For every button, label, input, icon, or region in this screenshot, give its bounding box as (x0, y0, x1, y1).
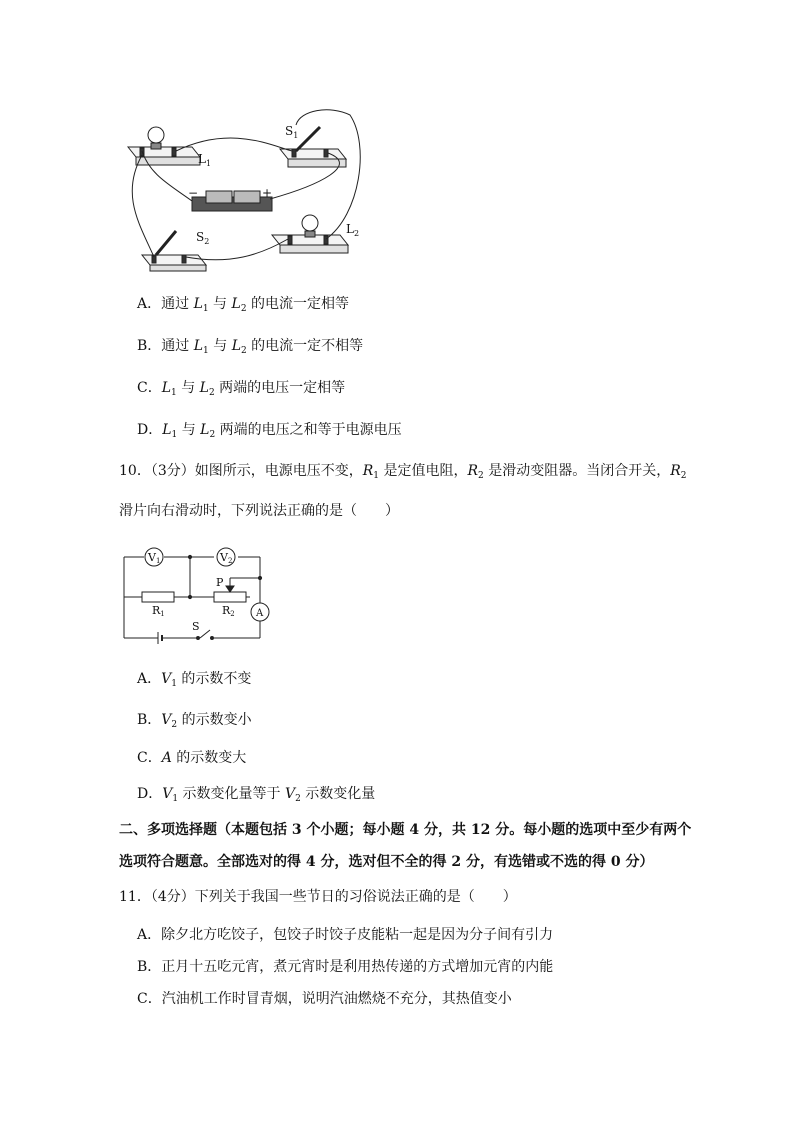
minus-label: − (188, 186, 199, 200)
section2-heading-line1: 二、多项选择题（本题包括 3 个小题；每小题 4 分，共 12 分。每小题的选项中至少有两个 (119, 822, 692, 838)
option-text: 与 (208, 296, 232, 312)
stem-text: 是定值电阻， (379, 463, 468, 479)
option-letter: B． (137, 338, 162, 354)
option-letter: C． (137, 750, 162, 766)
var-v: V (162, 786, 173, 802)
option-text: 通过 (161, 296, 194, 312)
l1-lamp-board (128, 127, 200, 165)
option-text: 示数变化量等于 (178, 786, 285, 802)
var-sub: 2 (171, 720, 178, 730)
q10-option-a (137, 670, 251, 693)
r2-label: R (222, 604, 231, 617)
v2-label: V (220, 551, 228, 564)
r1-label: R (152, 604, 161, 617)
var-r2: R (670, 463, 681, 479)
var-sub: 2 (240, 346, 247, 356)
var-v: V (285, 786, 296, 802)
q9-option-b (137, 337, 363, 360)
option-text: 的电流一定相等 (246, 296, 349, 312)
q9-option-c (137, 379, 345, 402)
section2-heading-line2: 选项符合题意。全部选对的得 4 分，选对但不全的得 2 分，有选错或不选的得 0 分） (119, 854, 654, 870)
v2-sub: 2 (227, 557, 233, 565)
var-sub: 1 (202, 304, 209, 314)
var-sub: 1 (171, 388, 177, 398)
var-sub: 1 (171, 430, 178, 440)
r2-resistor (214, 592, 246, 602)
q9-option-d (137, 421, 402, 444)
plus-label: + (262, 186, 273, 200)
q11-stem: 11．（4分）下列关于我国一些节日的习俗说法正确的是（ ） (119, 889, 517, 905)
var-sub: 1 (172, 794, 179, 804)
var-sub: 2 (680, 471, 687, 481)
q10-stem-line1 (119, 462, 686, 485)
r1-sub: 1 (160, 610, 165, 618)
var-a: A (161, 750, 172, 766)
r1-resistor (142, 592, 174, 602)
v1-sub: 1 (155, 557, 161, 565)
var-l: L (193, 296, 203, 312)
stem-text: 10．（3分）如图所示，电源电压不变， (119, 463, 363, 479)
option-letter: D． (137, 786, 163, 802)
option-letter: B． (137, 712, 162, 728)
svg-text:R2 (222, 604, 235, 618)
s1-label: S (285, 124, 294, 138)
var-r2: R (467, 463, 479, 479)
s2-label: S (196, 230, 205, 244)
option-text: 两端的电压之和等于电源电压 (215, 422, 402, 438)
a-label: A (256, 608, 264, 619)
r2-sub: 2 (230, 610, 235, 618)
option-text: 示数变化量 (300, 786, 376, 802)
var-l: L (193, 338, 204, 354)
var-sub: 2 (240, 304, 247, 314)
q11-option-b: B．正月十五吃元宵，煮元宵时是利用热传递的方式增加元宵的内能 (137, 959, 554, 975)
q10-circuit-figure (118, 540, 278, 648)
q10-option-c (137, 749, 246, 767)
option-text: 的示数变大 (171, 750, 247, 766)
var-sub: 1 (203, 346, 209, 356)
q11-option-c: C．汽油机工作时冒青烟，说明汽油燃烧不充分，其热值变小 (137, 991, 512, 1007)
q10-option-d (137, 785, 375, 808)
var-sub: 2 (209, 430, 216, 440)
var-l: L (162, 422, 172, 438)
q9-option-a (137, 295, 349, 318)
l1-label: L (198, 152, 206, 166)
q11-option-a: A．除夕北方吃饺子，包饺子时饺子皮能粘一起是因为分子间有引力 (137, 927, 554, 943)
svg-text:S2 (196, 230, 209, 246)
var-l: L (231, 296, 241, 312)
svg-text:R1 (152, 604, 165, 618)
p-label: P (216, 576, 224, 589)
option-letter: A． (137, 296, 162, 312)
option-text: 通过 (161, 338, 194, 354)
option-text: 两端的电压一定相等 (214, 380, 346, 396)
var-sub: 2 (478, 471, 484, 481)
q10-stem-line2: 滑片向右滑动时，下列说法正确的是（ ） (119, 503, 399, 519)
stem-text: 是滑动变阻器。当闭合开关， (483, 463, 671, 479)
var-l: L (199, 380, 209, 396)
option-text: 的电流一定不相等 (246, 338, 364, 354)
option-letter: D． (137, 422, 163, 438)
option-letter: A． (137, 671, 162, 687)
option-text: 与 (177, 422, 201, 438)
option-text: 与 (208, 338, 232, 354)
svg-text:L1 (198, 152, 211, 168)
var-l: L (161, 380, 172, 396)
svg-text:S1 (285, 124, 298, 140)
var-sub: 1 (171, 679, 177, 689)
s-label: S (192, 620, 200, 633)
l1-sub: 1 (205, 159, 212, 168)
var-v: V (161, 712, 172, 728)
q10-option-b (137, 711, 252, 734)
var-l: L (200, 422, 210, 438)
var-sub: 2 (295, 794, 301, 804)
v1-label: V (148, 551, 156, 564)
var-r1: R (362, 463, 374, 479)
option-text: 的示数不变 (176, 671, 252, 687)
s1-sub: 1 (293, 131, 299, 140)
var-sub: 2 (208, 388, 215, 398)
option-letter: C． (137, 380, 162, 396)
l2-lamp-board (272, 215, 348, 253)
var-sub: 1 (373, 471, 380, 481)
l2-sub: 2 (353, 229, 360, 238)
l2-label: L (346, 222, 354, 236)
option-text: 与 (176, 380, 200, 396)
var-v: V (161, 671, 172, 687)
q9-circuit-figure (120, 105, 380, 275)
s2-sub: 2 (204, 237, 210, 246)
var-l: L (231, 338, 241, 354)
battery-holder (192, 191, 272, 211)
option-text: 的示数变小 (177, 712, 252, 728)
svg-text:L2 (346, 222, 359, 238)
